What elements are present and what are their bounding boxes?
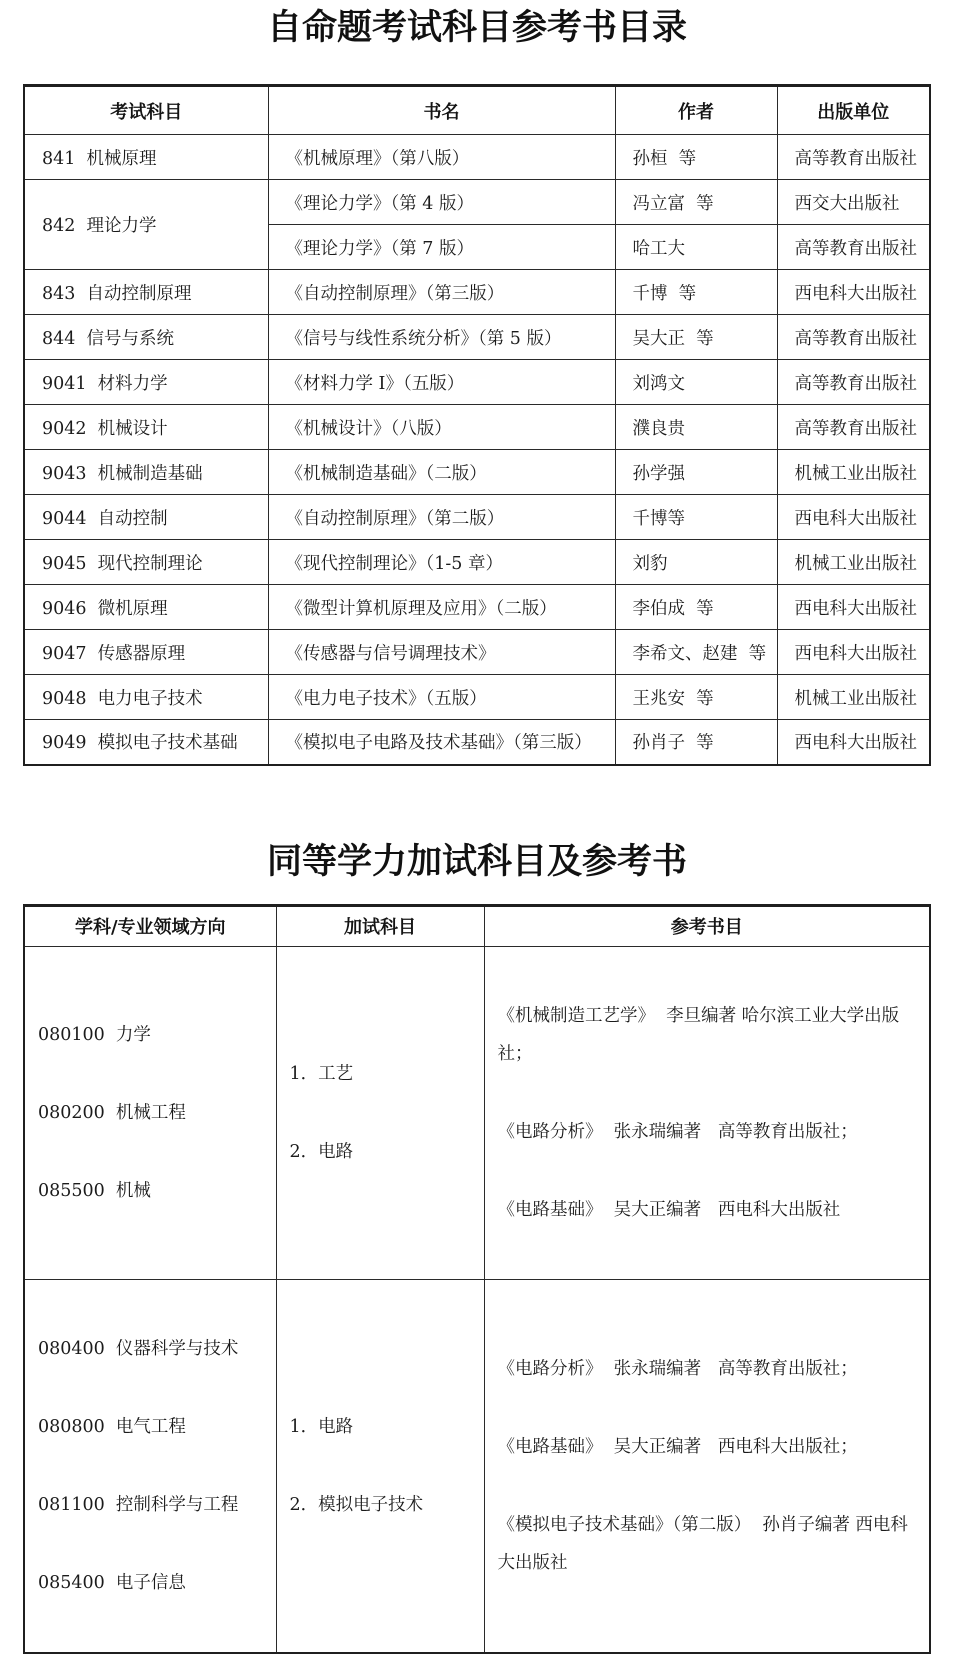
major-item: 080200 机械工程 (38, 1102, 186, 1123)
book-cell: 《信号与线性系统分析》（第 5 版） (268, 315, 615, 360)
publisher-cell: 西电科大出版社 (777, 720, 930, 765)
publisher-cell: 高等教育出版社 (777, 360, 930, 405)
book-cell: 《传感器与信号调理技术》 (268, 630, 615, 675)
header-reference-books: 参考书目 (484, 905, 930, 946)
author-cell: 王兆安 等 (615, 675, 777, 720)
author-cell: 李伯成 等 (615, 585, 777, 630)
header-exam-subject: 考试科目 (24, 86, 268, 135)
reference-books-cell (484, 946, 930, 1279)
publisher-cell: 高等教育出版社 (777, 405, 930, 450)
subject-cell: 9041 材料力学 (24, 360, 268, 405)
book-cell: 《机械制造基础》（二版） (268, 450, 615, 495)
reference-item: 《电路基础》 吴大正编著 西电科大出版社 (497, 1199, 841, 1220)
subject-cell: 9044 自动控制 (24, 495, 268, 540)
reference-item: 《模拟电子技术基础》（第二版） 孙肖子编著 西电科大出版社 (497, 1514, 908, 1573)
major-item: 085400 电子信息 (38, 1572, 186, 1593)
header-book-name: 书名 (268, 86, 615, 135)
subject-cell: 9047 传感器原理 (24, 630, 268, 675)
table-row (24, 946, 930, 1279)
table-header (24, 905, 930, 946)
extra-subject-item: 2．模拟电子技术 (289, 1494, 424, 1515)
majors-cell (24, 946, 276, 1279)
book-cell: 《微型计算机原理及应用》（二版） (268, 585, 615, 630)
table-row (24, 630, 930, 675)
author-cell: 千博等 (615, 495, 777, 540)
publisher-cell: 机械工业出版社 (777, 540, 930, 585)
major-item: 080800 电气工程 (38, 1416, 186, 1437)
table-row (24, 495, 930, 540)
author-cell: 哈工大 (615, 225, 777, 270)
reference-item: 《电路分析》 张永瑞编著 高等教育出版社； (497, 1358, 858, 1379)
book-cell: 《材料力学 I》（五版） (268, 360, 615, 405)
publisher-cell: 高等教育出版社 (777, 135, 930, 180)
table-row (24, 360, 930, 405)
book-cell: 《机械原理》（第八版） (268, 135, 615, 180)
author-cell: 千博 等 (615, 270, 777, 315)
header-major-field: 学科/专业领域方向 (24, 905, 276, 946)
table-row (24, 450, 930, 495)
book-cell: 《理论力学》（第 4 版） (268, 180, 615, 225)
table-row (24, 405, 930, 450)
extra-subject-item: 1．电路 (289, 1416, 354, 1437)
major-item: 080100 力学 (38, 1024, 151, 1045)
publisher-cell: 机械工业出版社 (777, 675, 930, 720)
publisher-cell: 西电科大出版社 (777, 270, 930, 315)
subject-cell: 9046 微机原理 (24, 585, 268, 630)
subject-cell: 843 自动控制原理 (24, 270, 268, 315)
extra-subject-item: 1．工艺 (289, 1063, 354, 1084)
table-row (24, 585, 930, 630)
subject-cell: 9049 模拟电子技术基础 (24, 720, 268, 765)
major-item: 080400 仪器科学与技术 (38, 1338, 239, 1359)
publisher-cell: 西电科大出版社 (777, 495, 930, 540)
book-cell: 《理论力学》（第 7 版） (268, 225, 615, 270)
table-row (24, 1279, 930, 1653)
header-row (24, 905, 930, 946)
author-cell: 刘豹 (615, 540, 777, 585)
book-cell: 《现代控制理论》（1-5 章） (268, 540, 615, 585)
reference-item: 《电路分析》 张永瑞编著 高等教育出版社； (497, 1121, 858, 1142)
book-cell: 《自动控制原理》（第三版） (268, 270, 615, 315)
page-title-books-catalog: 自命题考试科目参考书目录 (266, 8, 687, 48)
author-cell: 李希文、赵建 等 (615, 630, 777, 675)
extra-subject-item: 2．电路 (289, 1141, 354, 1162)
author-cell: 孙肖子 等 (615, 720, 777, 765)
publisher-cell: 高等教育出版社 (777, 225, 930, 270)
major-item: 085500 机械 (38, 1180, 151, 1201)
subject-cell: 9048 电力电子技术 (24, 675, 268, 720)
page-title-equivalent-test: 同等学力加试科目及参考书 (266, 841, 687, 882)
author-cell: 刘鸿文 (615, 360, 777, 405)
document-page (0, 6, 954, 1593)
major-item: 081100 控制科学与工程 (38, 1494, 239, 1515)
equivalent-test-table (23, 904, 931, 1654)
subject-cell: 9045 现代控制理论 (24, 540, 268, 585)
subject-cell: 841 机械原理 (24, 135, 268, 180)
subject-cell: 9042 机械设计 (24, 405, 268, 450)
table-row (24, 675, 930, 720)
author-cell: 孙桓 等 (615, 135, 777, 180)
header-publisher: 出版单位 (777, 86, 930, 135)
author-cell: 冯立富 等 (615, 180, 777, 225)
book-cell: 《机械设计》（八版） (268, 405, 615, 450)
header-author: 作者 (615, 86, 777, 135)
majors-cell (24, 1279, 276, 1653)
author-cell: 濮良贵 (615, 405, 777, 450)
header-extra-subject: 加试科目 (276, 905, 484, 946)
reference-books-table (23, 84, 931, 766)
author-cell: 孙学强 (615, 450, 777, 495)
extra-subjects-cell (276, 946, 484, 1279)
subject-cell: 9043 机械制造基础 (24, 450, 268, 495)
publisher-cell: 西电科大出版社 (777, 630, 930, 675)
reference-item: 《机械制造工艺学》 李旦编著 哈尔滨工业大学出版社； (497, 1005, 900, 1064)
table-row (24, 180, 930, 225)
publisher-cell: 高等教育出版社 (777, 315, 930, 360)
subject-cell: 844 信号与系统 (24, 315, 268, 360)
table-row (24, 315, 930, 360)
publisher-cell: 西电科大出版社 (777, 585, 930, 630)
table-row (24, 540, 930, 585)
table-row (24, 720, 930, 765)
table-header (24, 86, 930, 135)
reference-item: 《电路基础》 吴大正编著 西电科大出版社； (497, 1436, 858, 1457)
publisher-cell: 机械工业出版社 (777, 450, 930, 495)
book-cell: 《模拟电子电路及技术基础》（第三版） (268, 720, 615, 765)
table-row (24, 135, 930, 180)
extra-subjects-cell (276, 1279, 484, 1653)
table-row (24, 270, 930, 315)
book-cell: 《电力电子技术》（五版） (268, 675, 615, 720)
publisher-cell: 西交大出版社 (777, 180, 930, 225)
header-row (24, 86, 930, 135)
book-cell: 《自动控制原理》（第二版） (268, 495, 615, 540)
author-cell: 吴大正 等 (615, 315, 777, 360)
subject-cell: 842 理论力学 (24, 180, 268, 270)
reference-books-cell (484, 1279, 930, 1653)
